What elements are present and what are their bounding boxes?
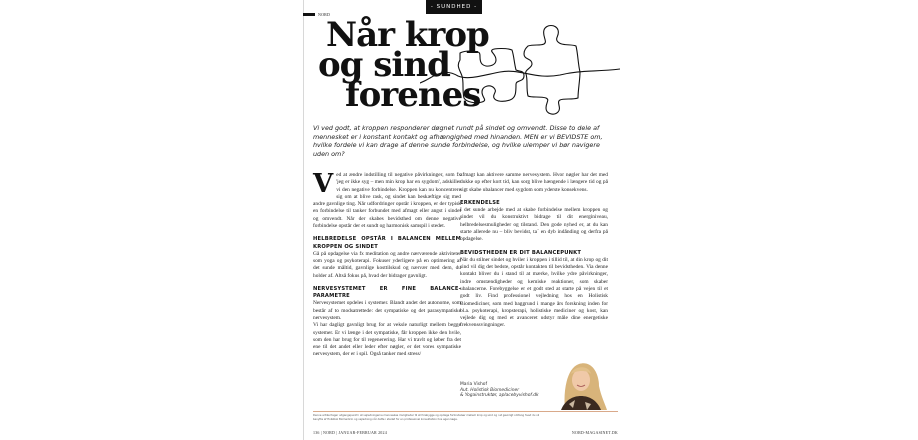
author-title-2: & Yogainstruktør, aplacebyvishof.dk [460,393,539,398]
subheading-helbredelse: HELBREDELSE OPSTÅR I BALANCEN MELLEM KROPPEN OG SINDET [313,236,461,250]
paragraph: Gå på opdagelse via fx meditation og andre nærværende aktiviteter som yoga og psykoterapi. Fokuser yderligere på en optimering af det sunde måltid, gavnlige kosttilskud og nærvær med dem, du holder af. Altså fokus på, hvad der bidrager gavnligt. [313,250,461,279]
drop-cap: V [313,169,334,199]
puzzle-piece-left [458,49,524,103]
connecting-line [420,69,620,88]
author-title: Aut. Holistisk Biomediciner [460,387,520,393]
title-line-1: Når krop [326,15,489,55]
title-line-3: forenes [345,75,481,115]
footer-rule [313,411,618,412]
paragraph: afmagt kan aktivere samme nervesystem. Hvor nøgler har det med dukke op efter kort tid, kan sorg blive hængende i længere tid og på sigt skabe ubalancer med sygdom som yderste konsekvens. [460,172,608,193]
author-name: Maria Vishof [460,382,488,387]
author-signature [460,382,539,399]
article-column-1 [313,169,461,359]
article-disclaimer: Denne artikel tager udgangspunkt i at vejledningerne menneskes muligheder til at forebygge og opdage forbindelser mellem krop og sind og i et gavnligt omfang hvad du vil benytte af Holistisk Biomedicin og vejledning når dette i stedet for en professionel konsultation hos egen læge. [313,414,540,421]
paragraph: Når du stilner sindet og hviler i kroppen i tillid til, at din krop og dit sind vil dig det bedste, opstår kontakten til bevidstheden. Via denne kontakt bliver du i stand til at mærke, hvilke ydre påvirkninger, indre omstændigheder og kemiske reaktioner, som skaber ubalancerne. Forebyggelse er et godt sted at starte på vejen til et godt liv. Find professionel vejledning hos en Holistisk Biomediciner, som med baggrund i mange års forskning inden for bl.a. psykoterapi, kropsterapi, holistiske mediciner og kost, kan vejlede dig og med et avanceret udstyr måle dine energetiske frekvenssvingninger. [460,256,608,329]
paragraph: I det sunde arbejde med at skabe forbindelse mellem kroppen og sindet vil du konstruktivt bidrage til dit energiniveau, helbredelsesmuligheder og tilstand. Den gode nyhed er, at du kan starte allerede nu – bliv bevidst, ta´ en dyb indånding og derfra på opdagelse. [460,207,608,243]
brand-name: NORD [318,12,331,17]
paragraph: Vi har dagligt gavnligt brug for at veksle naturligt mellem begge systemer. Er vi længe i det sympatiske, får kroppen ikke den hvile, som den har brug for til regenerering. Har vi travlt og løber fra det ene til det andet eller leder efter nøgler, er det vores sympatiske nervesystem, der er i spil. Også tanker med stress/ [313,322,461,358]
subheading-bevidstheden: BEVIDSTHEDEN ER DIT BALANCEPUNKT [460,249,582,256]
brand-bar [303,13,315,16]
author-photo [545,360,615,410]
title-line-2: og sind [318,45,450,85]
section-tag: - SUNDHED - [426,0,482,14]
page-gutter [303,0,304,440]
article-column-2 [460,172,608,330]
puzzle-pieces-illustration [420,20,620,115]
subheading-nervesystemet: NERVESYSTEMET ER FINE BALANCE-PARAMETRE [313,285,461,300]
intro-paragraph [313,169,461,230]
paragraph: Nervesystemet opdeles i systemer. Blandt andet det autonome, som består af to modsatrettede: det sympatiske og det parasympatiske nervesystem. [313,300,461,321]
puzzle-piece-right [524,26,580,115]
page-folio: 136 | NORD | JANUAR-FEBRUAR 2024 [313,430,387,435]
subheading-erkendelse: ERKENDELSE [460,199,500,206]
intro-text: ed at ændre indstilling til negative påvirkninger, som fx 'jeg er ikke syg – men min krop har en sygdom', adskiller vi den negative forbindelse. Kroppen kan nu koncentrere sig om at blive rask, og sindet kan beskæftige sig med andre gavnlige ting. Når udfordringer opstår i kroppen, er der typisk en forbindelse til tanker forbundet med afmagt eller angst i sindet og omvendt. Når der skabes bevidsthed om denne negative forbindelse opstår der et sundt og harmonisk samspil i stedet. [313,172,461,230]
magazine-website: NORD-MAGASINET.DK [571,430,618,435]
article-lead: Vi ved godt, at kroppen responderer døgnet rundt på sindet og omvendt. Disse to dele af mennesket er i konstant kontakt og afhængighed med hinanden. MEN er vi BEVIDSTE om, hvilke fordele vi kan drage af denne sunde forbindelse, og hvilke ulemper vi bør navigere uden om? [313,124,603,158]
